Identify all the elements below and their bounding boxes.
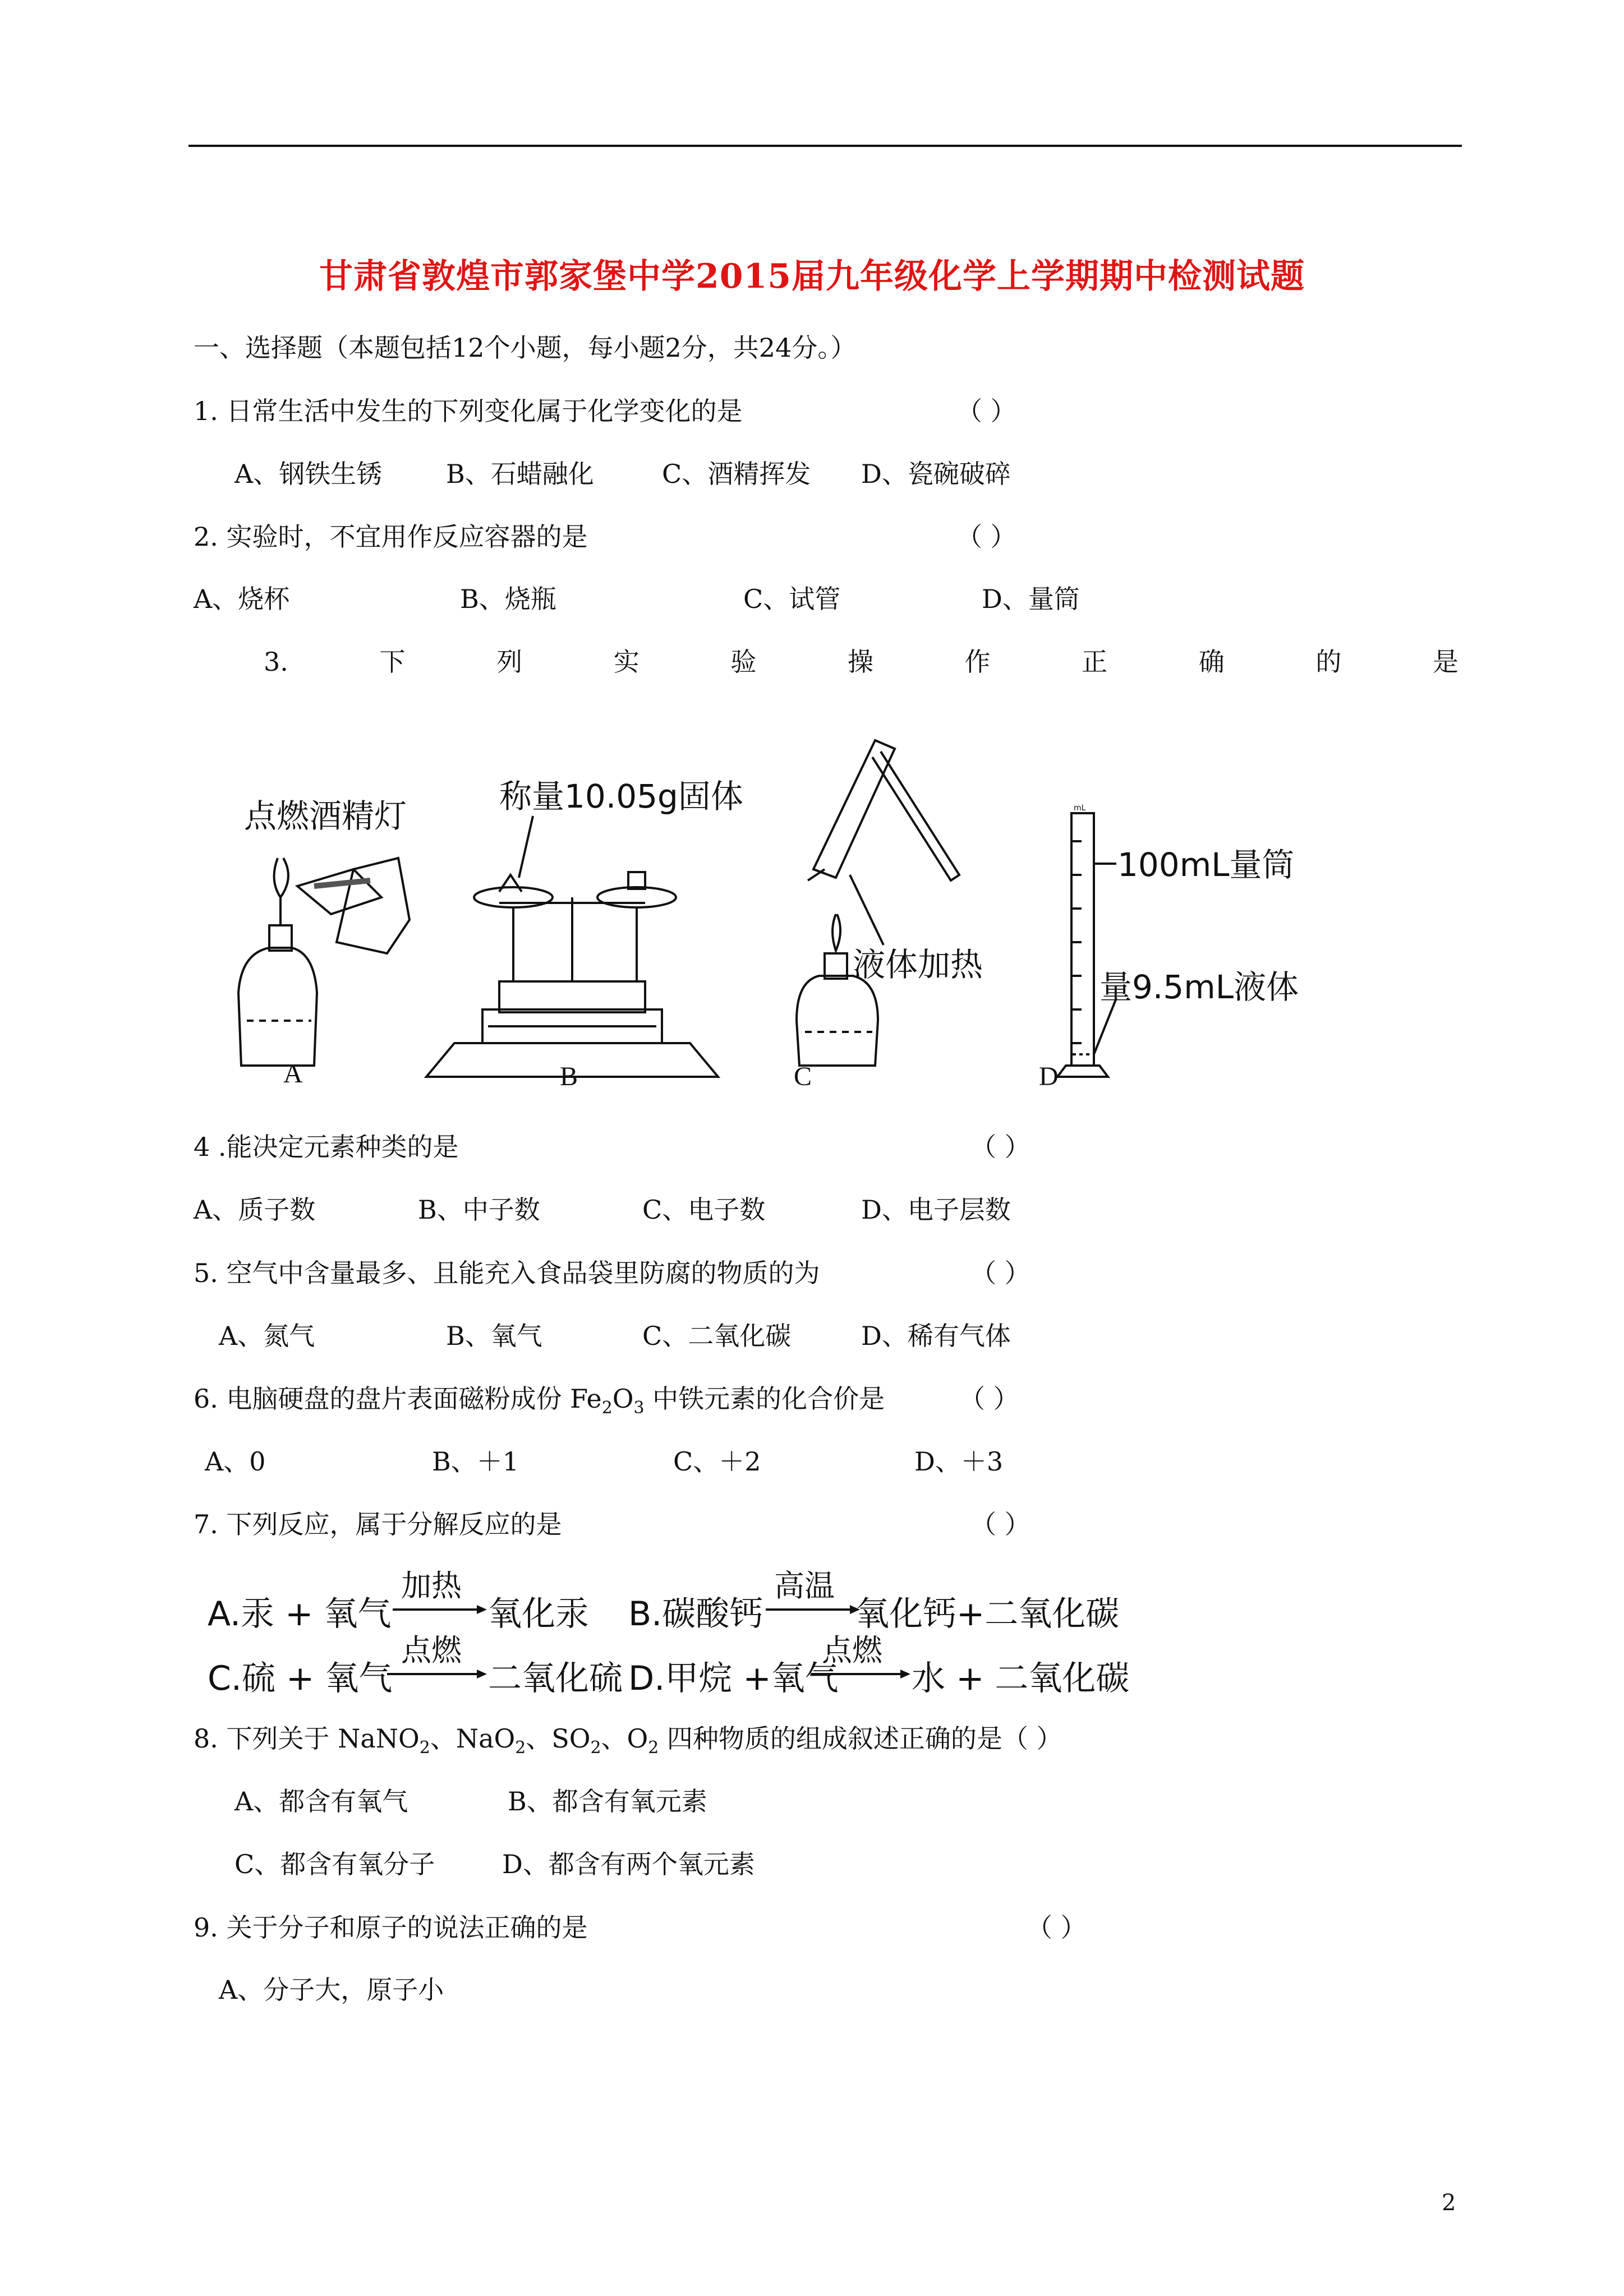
question-1-option-b: B、石蜡融化 bbox=[446, 459, 594, 489]
figure-letter-a: A bbox=[283, 1059, 303, 1089]
question-4-blank: （ ） bbox=[970, 1132, 1030, 1162]
question-2-option-b: B、烧瓶 bbox=[460, 584, 556, 614]
question-2-stem: 2. 实验时，不宜用作反应容器的是 bbox=[194, 522, 588, 552]
question-4-stem: 4 .能决定元素种类的是 bbox=[194, 1132, 459, 1162]
question-1-option-c: C、酒精挥发 bbox=[662, 459, 811, 489]
q8-text: 、O bbox=[601, 1723, 648, 1754]
q7-eq-d-condition: 点燃 bbox=[822, 1633, 882, 1668]
question-1-blank: （ ） bbox=[956, 396, 1016, 426]
q7-eq-b-right: 氧化钙+二氧化碳 bbox=[855, 1594, 1120, 1634]
q6-text: 中铁元素的化合价是 bbox=[644, 1384, 885, 1414]
q7-eq-d-left: D.甲烷 +氧气 bbox=[628, 1659, 839, 1698]
q8-subscript: 2 bbox=[419, 1738, 430, 1758]
q8-text: 、NaO bbox=[430, 1723, 516, 1754]
page-number: 2 bbox=[1442, 2190, 1456, 2216]
question-9-option-a: A、分子大，原子小 bbox=[219, 1975, 444, 2005]
question-5-option-a: A、氮气 bbox=[219, 1321, 315, 1351]
figure-b-balance bbox=[426, 872, 718, 1077]
q3-char: 正 bbox=[1082, 647, 1108, 677]
question-6-option-a: A、0 bbox=[205, 1446, 266, 1477]
question-6-option-c: C、＋2 bbox=[673, 1446, 761, 1477]
q3-char: 确 bbox=[1198, 647, 1225, 677]
question-7-blank: （ ） bbox=[970, 1509, 1030, 1539]
q3-char: 实 bbox=[613, 647, 640, 677]
question-5-option-c: C、二氧化碳 bbox=[642, 1321, 792, 1351]
question-8-stem bbox=[194, 1722, 1062, 1765]
question-6-option-d: D、＋3 bbox=[914, 1446, 1004, 1477]
figure-a-top-label: 点燃酒精灯 bbox=[244, 797, 407, 835]
figure-letter-d: D bbox=[1039, 1062, 1059, 1091]
question-2-option-d: D、量筒 bbox=[982, 584, 1080, 614]
q7-eq-c-arrow bbox=[387, 1668, 488, 1680]
q3-char: 下 bbox=[379, 647, 406, 677]
figure-c-pointer-line bbox=[850, 875, 884, 945]
q3-char: 3. bbox=[264, 647, 288, 677]
q8-text: 四种物质的组成叙述正确的是（ ） bbox=[659, 1723, 1062, 1754]
q3-char: 列 bbox=[496, 647, 523, 677]
figure-b-top-label: 称量10.05g固体 bbox=[499, 777, 743, 815]
question-5-option-b: B、氧气 bbox=[446, 1321, 542, 1351]
question-4-option-d: D、电子层数 bbox=[861, 1195, 1011, 1225]
question-3-figure bbox=[185, 729, 1299, 1091]
question-8-option-c: C、都含有氧分子 bbox=[234, 1849, 435, 1879]
q8-text: 、SO bbox=[526, 1723, 591, 1754]
figure-c-liquid-heating bbox=[797, 740, 959, 1066]
q7-eq-a-left: A.汞 + 氧气 bbox=[208, 1594, 392, 1634]
question-7-stem: 7. 下列反应，属于分解反应的是 bbox=[194, 1509, 562, 1539]
question-1-stem: 1. 日常生活中发生的下列变化属于化学变化的是 bbox=[194, 396, 743, 426]
q6-subscript: 2 bbox=[601, 1398, 613, 1418]
figure-d-unit-mark: mL bbox=[1074, 804, 1086, 813]
q6-subscript: 3 bbox=[633, 1398, 645, 1418]
q7-eq-c-left: C.硫 + 氧气 bbox=[208, 1659, 393, 1698]
q7-eq-a-condition: 加热 bbox=[401, 1568, 462, 1603]
q7-eq-b-arrow bbox=[766, 1604, 861, 1615]
q7-eq-c-condition: 点燃 bbox=[401, 1633, 462, 1668]
question-2-blank: （ ） bbox=[956, 522, 1016, 552]
page-title: 甘肃省敦煌市郭家堡中学2015届九年级化学上学期期中检测试题 bbox=[319, 257, 1305, 296]
q7-eq-b-condition: 高温 bbox=[774, 1568, 835, 1603]
q3-char: 作 bbox=[964, 647, 991, 677]
figure-letter-b: B bbox=[560, 1062, 578, 1091]
q3-char: 的 bbox=[1315, 647, 1342, 677]
figure-d-top-label: 100mL量筒 bbox=[1117, 846, 1295, 884]
figure-d-bottom-pointer bbox=[1094, 998, 1116, 1054]
question-6-option-b: B、＋1 bbox=[432, 1446, 519, 1477]
figure-letter-c: C bbox=[794, 1062, 812, 1091]
q8-text: 8. 下列关于 NaNO bbox=[194, 1723, 420, 1754]
question-9-blank: （ ） bbox=[1027, 1912, 1087, 1943]
question-5-stem: 5. 空气中含量最多、且能充入食品袋里防腐的物质的为 bbox=[194, 1258, 820, 1288]
question-5-option-d: D、稀有气体 bbox=[861, 1321, 1011, 1351]
q7-eq-a-arrow bbox=[393, 1604, 488, 1615]
q7-eq-d-right: 水 + 二氧化碳 bbox=[912, 1659, 1130, 1698]
question-4-option-b: B、中子数 bbox=[418, 1195, 540, 1225]
q7-eq-c-right: 二氧化硫 bbox=[488, 1659, 623, 1698]
figure-b-pointer-line bbox=[519, 816, 533, 878]
q8-subscript: 2 bbox=[590, 1738, 601, 1758]
q3-char: 操 bbox=[847, 647, 873, 677]
q7-eq-b-left: B.碳酸钙 bbox=[628, 1594, 763, 1634]
question-3-stem bbox=[264, 645, 1459, 679]
question-6-stem bbox=[194, 1382, 885, 1425]
question-9-stem: 9. 关于分子和原子的说法正确的是 bbox=[194, 1912, 588, 1943]
question-2-option-c: C、试管 bbox=[743, 584, 841, 614]
question-4-option-c: C、电子数 bbox=[642, 1195, 766, 1225]
q7-eq-a-right: 氧化汞 bbox=[488, 1594, 589, 1634]
q6-text: 6. 电脑硬盘的盘片表面磁粉成份 Fe bbox=[194, 1384, 602, 1414]
header-rule bbox=[188, 145, 1462, 147]
q6-text: O bbox=[612, 1384, 634, 1414]
question-8-option-d: D、都含有两个氧元素 bbox=[502, 1849, 755, 1879]
q7-eq-d-arrow bbox=[811, 1668, 912, 1680]
question-8-option-a: A、都含有氧气 bbox=[234, 1786, 408, 1816]
question-2-option-a: A、烧杯 bbox=[194, 584, 290, 614]
question-1-option-a: A、钢铁生锈 bbox=[234, 459, 383, 489]
question-6-blank: （ ） bbox=[959, 1384, 1019, 1414]
section-heading: 一、选择题（本题包括12个小题，每小题2分，共24分。） bbox=[194, 333, 857, 363]
question-8-option-b: B、都含有氧元素 bbox=[508, 1786, 707, 1816]
question-5-blank: （ ） bbox=[970, 1258, 1030, 1288]
question-1-option-d: D、瓷碗破碎 bbox=[861, 459, 1011, 489]
q3-char: 是 bbox=[1432, 647, 1459, 677]
q8-subscript: 2 bbox=[515, 1738, 526, 1758]
figure-a-alcohol-lamp bbox=[238, 858, 410, 1066]
question-4-option-a: A、质子数 bbox=[194, 1195, 316, 1225]
figure-c-label: 液体加热 bbox=[853, 946, 983, 984]
q8-subscript: 2 bbox=[648, 1738, 659, 1758]
q3-char: 验 bbox=[730, 647, 757, 677]
figure-d-bottom-label: 量9.5mL液体 bbox=[1099, 968, 1299, 1006]
